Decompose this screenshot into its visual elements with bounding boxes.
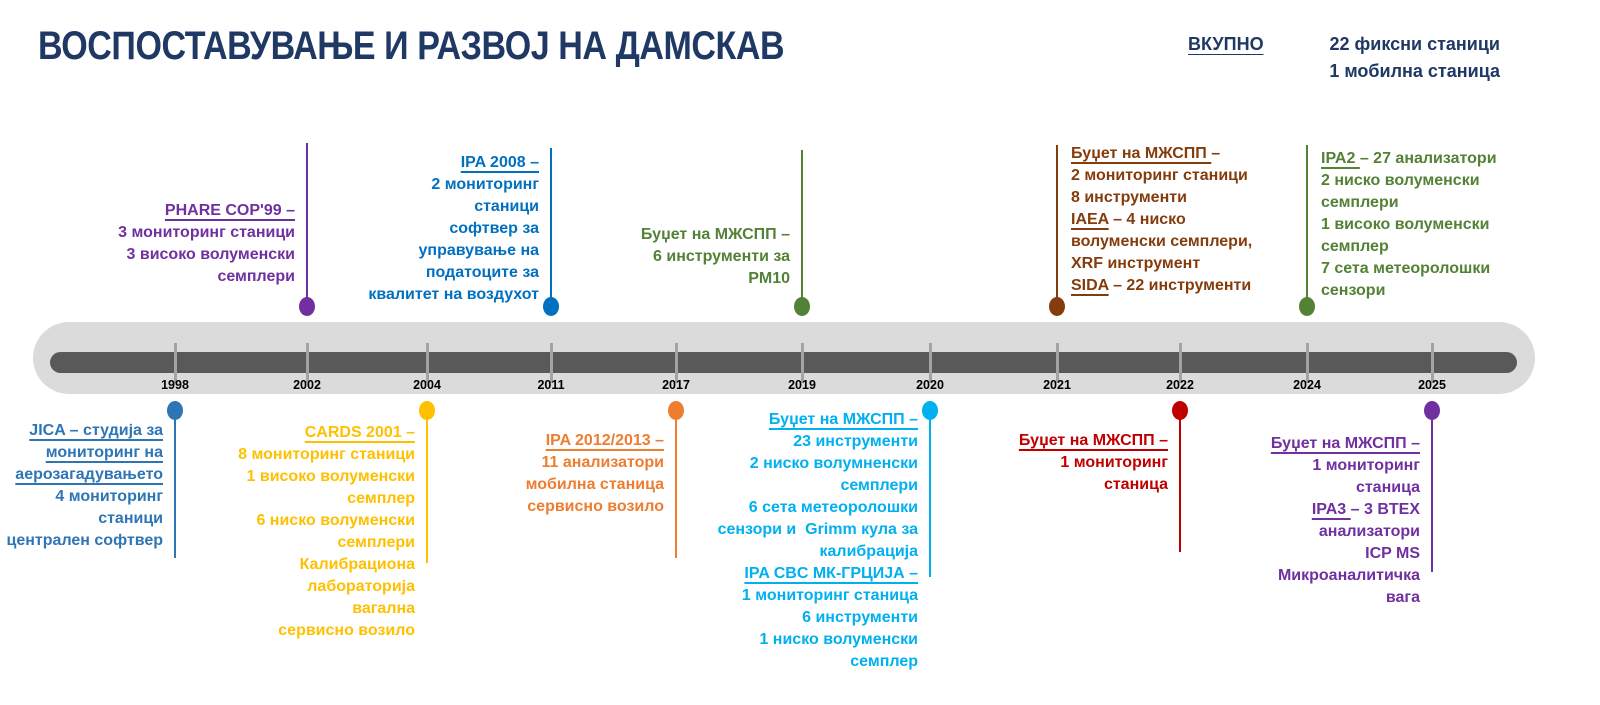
event-line: Калибрациона: [299, 556, 415, 573]
year-tick-2002: [306, 343, 309, 383]
event-line: ICP MS: [1365, 545, 1420, 562]
event-line: PHARE COP'99 –: [164, 202, 295, 219]
event-stem-2021: [1056, 145, 1059, 306]
event-line: IPA 2008 –: [460, 154, 539, 171]
event-line: 1 мониторинг станица: [741, 587, 918, 604]
event-line: софтвер за: [449, 220, 539, 237]
event-stem-2019: [801, 150, 804, 306]
year-tick-1998: [174, 343, 177, 383]
event-block-2025: [1210, 433, 1420, 609]
year-label-2021: 2021: [1043, 378, 1071, 392]
event-block-2022: [968, 430, 1168, 496]
event-line: 1 мониторинг: [1312, 457, 1420, 474]
year-label-2025: 2025: [1418, 378, 1446, 392]
year-label-2011: 2011: [537, 378, 565, 392]
event-line: семплер: [850, 653, 918, 670]
event-block-2011: [329, 152, 539, 306]
event-block-2004: [195, 422, 415, 642]
event-line: 23 инструменти: [793, 433, 918, 450]
event-dot-1998: [167, 401, 183, 420]
event-line: семплери: [840, 477, 918, 494]
event-line: управување на: [418, 242, 539, 259]
event-dot-2019: [794, 297, 810, 316]
event-line: IPA CBC МК-ГРЦИЈА –: [744, 565, 918, 582]
event-line: семплери: [337, 534, 415, 551]
event-line: мобилна станица: [525, 476, 664, 493]
event-block-2002: [75, 200, 295, 288]
event-line: 1 мониторинг: [1060, 454, 1168, 471]
year-tick-2019: [801, 343, 804, 383]
event-line: 4 мониторинг: [55, 488, 163, 505]
event-line: 6 сета метеоролошки: [748, 499, 918, 516]
event-line: 8 мониторинг станици: [238, 446, 415, 463]
year-label-2022: 2022: [1166, 378, 1194, 392]
event-line: вагална: [352, 600, 415, 617]
year-label-2024: 2024: [1293, 378, 1321, 392]
event-line: Буџет на МЖСПП –: [1071, 145, 1221, 162]
year-label-2017: 2017: [662, 378, 690, 392]
event-line: PM10: [748, 270, 790, 287]
year-tick-2021: [1056, 343, 1059, 383]
event-line: станици: [474, 198, 539, 215]
event-line: 2 мониторинг станици: [1071, 167, 1248, 184]
event-line: 7 сета метеоролошки: [1321, 260, 1491, 277]
event-dot-2021: [1049, 297, 1065, 316]
event-line: аерозагадувањето: [15, 466, 163, 483]
event-block-2020: [668, 409, 918, 673]
event-line: 6 ниско волуменски: [256, 512, 415, 529]
event-line: 1 високо волуменски: [1321, 216, 1490, 233]
event-dot-2004: [419, 401, 435, 420]
event-line: Буџет на МЖСПП –: [1270, 435, 1420, 452]
year-tick-2022: [1179, 343, 1182, 383]
event-stem-2022: [1179, 410, 1182, 552]
year-label-2004: 2004: [413, 378, 441, 392]
event-stem-2011: [550, 148, 553, 306]
event-line: семплер: [347, 490, 415, 507]
event-dot-2025: [1424, 401, 1440, 420]
year-label-2020: 2020: [916, 378, 944, 392]
event-line: податоците за: [425, 264, 539, 281]
event-line: мониторинг на: [45, 444, 163, 461]
event-line: волуменски семплери,: [1071, 233, 1253, 250]
event-line: 11 анализатори: [541, 454, 664, 471]
event-line: 3 високо волуменски: [126, 246, 295, 263]
event-line: IPA3 – 3 BTEX: [1311, 501, 1420, 518]
total-label: ВКУПНО: [1188, 34, 1264, 54]
timeline-bar: [50, 352, 1517, 373]
event-line: Буџет на МЖСПП –: [640, 226, 790, 243]
event-stem-2025: [1431, 410, 1434, 572]
event-line: 6 инструменти: [802, 609, 918, 626]
event-line: 1 високо волуменски: [246, 468, 415, 485]
event-line: квалитет на воздухот: [368, 286, 539, 303]
event-line: семплер: [1321, 238, 1389, 255]
event-line: 8 инструменти: [1071, 189, 1187, 206]
event-block-2019: [570, 224, 790, 290]
event-dot-2002: [299, 297, 315, 316]
total-line-mobile-station: 1 мобилна станица: [1329, 61, 1500, 81]
event-block-2017: [444, 430, 664, 518]
event-block-1998: [0, 420, 163, 552]
event-line: Буџет на МЖСПП –: [768, 411, 918, 428]
event-line: Буџет на МЖСПП –: [1018, 432, 1168, 449]
page-title: ВОСПОСТАВУВАЊЕ И РАЗВОЈ НА ДАМСКАВ: [38, 24, 785, 68]
event-dot-2011: [543, 297, 559, 316]
event-line: 1 ниско волуменски: [759, 631, 918, 648]
year-label-2019: 2019: [788, 378, 816, 392]
event-stem-2004: [426, 410, 429, 563]
year-label-1998: 1998: [161, 378, 189, 392]
event-line: семплери: [217, 268, 295, 285]
event-line: сензори и Grimm кула за: [717, 521, 918, 538]
event-line: лабораторија: [307, 578, 415, 595]
event-line: 2 ниско волумненски: [749, 455, 918, 472]
total-summary: [1200, 31, 1500, 85]
event-line: JICA – студија за: [29, 422, 163, 439]
event-dot-2024: [1299, 297, 1315, 316]
event-line: станици: [98, 510, 163, 527]
event-block-2021: [1071, 143, 1301, 297]
event-line: сервисно возило: [527, 498, 664, 515]
event-line: семплери: [1321, 194, 1399, 211]
year-tick-2011: [550, 343, 553, 383]
year-tick-2004: [426, 343, 429, 383]
event-line: IAEA – 4 ниско: [1071, 211, 1186, 228]
event-line: 3 мониторинг станици: [118, 224, 295, 241]
event-line: анализатори: [1318, 523, 1420, 540]
event-stem-2002: [306, 143, 309, 306]
event-line: централен софтвер: [6, 532, 163, 549]
event-dot-2022: [1172, 401, 1188, 420]
event-line: 2 мониторинг: [431, 176, 539, 193]
event-line: вага: [1385, 589, 1420, 606]
event-stem-2020: [929, 410, 932, 577]
year-tick-2017: [675, 343, 678, 383]
event-line: калибрација: [819, 543, 918, 560]
event-line: станица: [1103, 476, 1168, 493]
year-tick-2020: [929, 343, 932, 383]
event-line: XRF инструмент: [1071, 255, 1201, 272]
event-stem-2024: [1306, 145, 1309, 306]
event-dot-2020: [922, 401, 938, 420]
event-line: IPA 2012/2013 –: [545, 432, 664, 449]
year-tick-2025: [1431, 343, 1434, 383]
event-line: сензори: [1321, 282, 1386, 299]
event-line: сервисно возило: [278, 622, 415, 639]
year-label-2002: 2002: [293, 378, 321, 392]
event-line: 2 ниско волуменски: [1321, 172, 1480, 189]
event-line: CARDS 2001 –: [304, 424, 415, 441]
event-block-2024: [1321, 148, 1551, 302]
total-line-fixed-stations: 22 фиксни станици: [1329, 34, 1500, 54]
event-line: 6 инструменти за: [653, 248, 790, 265]
event-stem-1998: [174, 410, 177, 558]
event-line: станица: [1355, 479, 1420, 496]
year-tick-2024: [1306, 343, 1309, 383]
event-line: Микроаналитичка: [1277, 567, 1420, 584]
event-line: IPA2 – 27 анализатори: [1321, 150, 1497, 167]
event-line: SIDA – 22 инструменти: [1071, 277, 1252, 294]
